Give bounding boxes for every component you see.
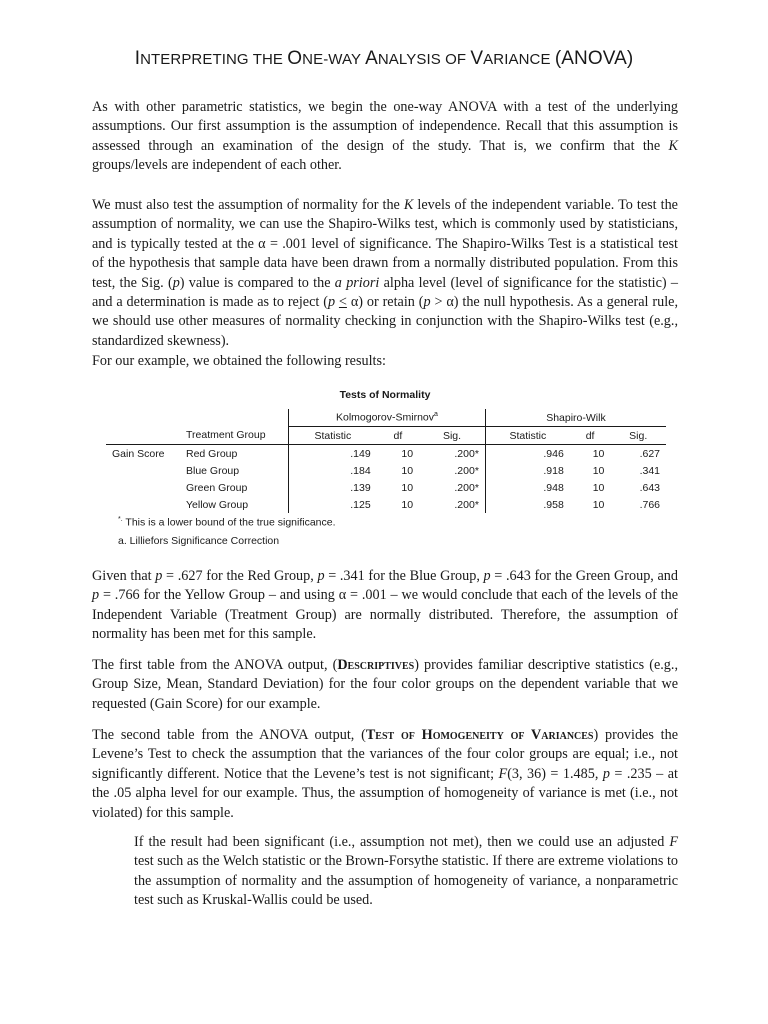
title-rest-1: NTERPRETING THE — [140, 51, 288, 68]
blank-cell — [106, 496, 180, 513]
title-rest-2: NE-WAY — [302, 51, 366, 68]
cell-ks-df: 10 — [401, 464, 414, 477]
table-group-header-row — [106, 409, 666, 427]
text: groups/levels are independent of each other. — [92, 157, 342, 174]
cell-sw-sig: .643 — [639, 481, 660, 494]
text: ) value is compared to the — [179, 274, 335, 291]
table-column-header-row — [106, 427, 666, 445]
text: The second table from the ANOVA output, ( — [92, 727, 366, 743]
footnote-mark: a. — [118, 535, 127, 547]
cell-ks-statistic: .125 — [289, 496, 377, 513]
normality-table — [106, 409, 666, 513]
cell-sw-df: 10 — [592, 498, 605, 511]
table-row — [106, 445, 666, 463]
cell-sw-df: 10 — [592, 447, 605, 460]
group-header-ks — [289, 409, 486, 427]
title-acronym: (ANOVA) — [554, 48, 634, 69]
dependent-variable-label: Gain Score — [112, 447, 165, 460]
table-footnote-lower-bound — [118, 516, 336, 529]
italic-f: F — [669, 834, 678, 850]
cell-sw-statistic: .948 — [485, 479, 569, 496]
text: = .766 for the Yellow Group – and using α = .001 – we would conclude that each of the levels of the Independent Variable (Treatment Group) are normally distributed. Therefore, the assumption of normality has been met for this sample. — [92, 587, 678, 643]
table-title: Tests of Normality — [339, 389, 431, 401]
text: (3, 36) = 1.485, — [507, 765, 603, 782]
italic-p: p — [317, 568, 325, 584]
row-group-label: Yellow Group — [186, 498, 249, 511]
blank-cell — [106, 479, 180, 496]
title-cap-2: O — [287, 48, 303, 69]
row-group-label: Blue Group — [186, 464, 240, 477]
cell-ks-df: 10 — [401, 481, 414, 494]
text: The first table from the ANOVA output, ( — [92, 657, 338, 673]
header-ks-sig: Sig. — [419, 427, 485, 445]
italic-p: p — [92, 587, 100, 604]
italic-p: p — [172, 274, 180, 291]
cell-ks-sig: .200* — [454, 498, 479, 511]
text: = .341 for the Blue Group, — [324, 568, 484, 584]
italic-p: p — [423, 294, 431, 311]
text: Given that — [92, 568, 156, 584]
cell-sw-sig: .627 — [639, 447, 660, 460]
italic-k: K — [668, 137, 678, 154]
row-group-label: Green Group — [186, 481, 248, 494]
header-ks-statistic: Statistic — [289, 427, 377, 445]
cell-ks-sig: .200* — [454, 447, 479, 460]
italic-f: F — [498, 765, 508, 782]
text: = .643 for the Green Group, and — [490, 568, 678, 584]
title-cap-4: V — [470, 48, 484, 69]
text: test such as the Welch statistic or the Brown-Forsythe statistic. If there are extreme violations to the assumption of normality and the assumption of homogeneity of variance, a nonparametric test such as Kruskal-Wallis could be used. — [134, 853, 678, 909]
text: As with other parametric statistics, we begin the one-way ANOVA with a test of the underlying assumptions. Our first assumption is the assumption of independence. Recall that this assumption is assessed through an examination of the design of the study. That is, we confirm that the — [92, 99, 678, 154]
table-row — [106, 496, 666, 513]
text: Kolmogorov-Smirnov — [335, 411, 435, 424]
cell-ks-statistic: .149 — [289, 445, 377, 463]
cell-sw-sig: .766 — [639, 498, 660, 511]
cell-sw-sig: .341 — [639, 464, 660, 477]
group-header-sw: Shapiro-Wilk — [485, 409, 666, 427]
superscript: a — [434, 411, 438, 419]
cell-sw-statistic: .918 — [485, 462, 569, 479]
blank-cell — [106, 427, 180, 445]
header-sw-df: df — [570, 427, 611, 445]
title-cap-1: I — [134, 48, 141, 69]
text: levels of the independent variable. To test the assumption of normality, we can use the Shapiro-Wilks test, which is commonly used by statisticians, and is typically tested at the α = .001 level of significance. The Shapiro-Wilks Test is a statistical test of the hypothesis that sample data have been drawn from a normally distributed population. From this test, the Sig. ( — [92, 197, 678, 291]
small-caps-term: Descriptives — [337, 657, 415, 673]
cell-sw-df: 10 — [592, 464, 605, 477]
table-row — [106, 479, 666, 496]
text: alpha level (level of significance for the statistic) – and a determination is made as to reject ( — [92, 274, 678, 311]
title-cap-3: A — [365, 48, 378, 69]
text: ) provides the Levene’s Test to check the assumption that the variances of the four color groups are equal; i.e., not significantly different. Notice that the Levene’s test is not significant; — [92, 727, 678, 782]
title-rest-3: NALYSIS OF — [377, 51, 471, 68]
text: We must also test the assumption of normality for the — [92, 197, 404, 213]
text: If the result had been significant (i.e., assumption not met), then we could use an adjusted — [134, 834, 670, 850]
header-treatment-group: Treatment Group — [180, 427, 289, 445]
text: > α) the null hypothesis. As a general rule, we should use other measures of normality checking in conjunction with the Shapiro-Wilks test (e.g., standardized skewness). — [92, 294, 678, 349]
cell-sw-df: 10 — [592, 481, 605, 494]
blank-cell — [106, 462, 180, 479]
table-row — [106, 462, 666, 479]
title-rest-4: ARIANCE — [483, 51, 555, 68]
italic-k: K — [403, 197, 414, 213]
cell-ks-statistic: .184 — [289, 462, 377, 479]
italic-a-priori: a priori — [334, 274, 380, 291]
cell-ks-sig: .200* — [454, 464, 479, 477]
header-sw-sig: Sig. — [610, 427, 666, 445]
paragraph-normality — [92, 196, 678, 351]
table-footnote-lilliefors — [118, 535, 279, 547]
less-equal-sign: < — [338, 294, 347, 311]
paragraph-independence — [92, 98, 678, 176]
header-sw-statistic: Statistic — [485, 427, 569, 445]
italic-p: p — [602, 765, 610, 782]
italic-p: p — [327, 294, 336, 311]
cell-sw-statistic: .946 — [485, 445, 569, 463]
footnote-mark: *. — [118, 516, 123, 523]
text: ) provides familiar descriptive statistics (e.g., Group Size, Mean, Standard Deviation) for the four color groups on the dependent variable that we requested (Gain Score) for our example. — [92, 657, 678, 712]
small-caps-term: Test of Homogeneity of Variances — [365, 727, 594, 743]
text: Lilliefors Significance Correction — [126, 535, 280, 547]
italic-p: p — [155, 568, 163, 584]
paragraph-descriptives — [92, 656, 678, 714]
text: α) or retain ( — [346, 294, 424, 311]
row-group-label: Red Group — [186, 447, 238, 460]
text: = .627 for the Red Group, — [162, 568, 318, 584]
blank-cell — [106, 409, 289, 427]
paragraph-homogeneity — [92, 726, 678, 823]
text: = .235 – at the .05 alpha level for our example. Thus, the assumption of homogeneity of variance is met (i.e., not violated) for this sample. — [92, 765, 678, 821]
paragraph-intro-results: For our example, we obtained the following results: — [92, 353, 386, 369]
text: This is a lower bound of the true significance. — [122, 516, 336, 529]
page-title — [0, 48, 768, 70]
paragraph-alternatives — [134, 833, 678, 911]
italic-p: p — [483, 568, 491, 584]
cell-ks-sig: .200* — [454, 481, 479, 494]
cell-ks-df: 10 — [401, 447, 414, 460]
cell-sw-statistic: .958 — [485, 496, 569, 513]
cell-ks-df: 10 — [401, 498, 414, 511]
paragraph-normality-conclusion — [92, 567, 678, 645]
cell-ks-statistic: .139 — [289, 479, 377, 496]
header-ks-df: df — [377, 427, 419, 445]
